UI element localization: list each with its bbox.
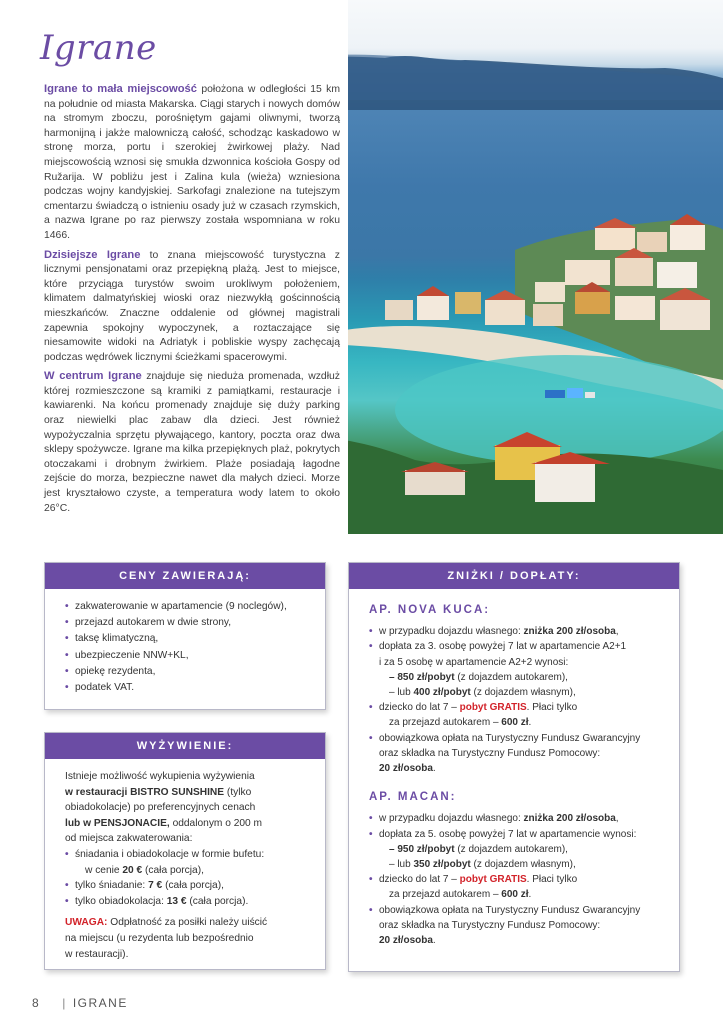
list-item xyxy=(65,894,311,910)
price: 20 zł/osoba xyxy=(379,935,433,947)
text-line xyxy=(379,715,669,730)
page-number: 8 xyxy=(32,996,41,1010)
price: 600 zł xyxy=(501,889,529,901)
meals-line: obiadokolacje) po preferencyjnych cenach xyxy=(65,802,256,814)
price: 350 zł/pobyt xyxy=(413,859,471,871)
prices-include-header: CENY ZAWIERAJĄ: xyxy=(45,563,325,589)
text: dziecko do lat 7 – xyxy=(379,702,460,714)
text: obowiązkowa opłata na Turystyczny Fundusz Gwarancyjny xyxy=(379,732,641,744)
meals-line xyxy=(65,816,311,832)
list-item xyxy=(369,639,669,700)
meals-line: Istnieje możliwość wykupienia wyżywienia xyxy=(65,771,255,782)
prices-include-body xyxy=(45,589,325,706)
list-item xyxy=(369,731,669,777)
intro-paragraph-1 xyxy=(44,82,340,244)
text: dziecko do lat 7 – xyxy=(379,874,460,886)
list-item: • ubezpieczenie NNW+KL, xyxy=(65,648,311,664)
list-item: • opiekę rezydenta, xyxy=(65,664,311,680)
text-line xyxy=(379,761,669,776)
text: śniadania i obiadokolacje w formie bufetu: xyxy=(75,848,265,860)
text-line xyxy=(379,857,669,872)
meals-note xyxy=(65,915,311,931)
text: (cała porcja), xyxy=(142,864,204,876)
free-stay: pobyt GRATIS xyxy=(459,702,527,714)
page-title: Igrane xyxy=(40,28,157,68)
discounts-body xyxy=(349,589,679,956)
bold-text: w restauracji BISTRO SUNSHINE xyxy=(65,786,225,798)
intro-text xyxy=(44,82,340,520)
lead-highlight: W centrum Igrane xyxy=(44,370,142,383)
list-item xyxy=(369,700,669,730)
meals-note-line: w restauracji). xyxy=(65,948,129,960)
text: – lub xyxy=(389,687,414,699)
discount-value: zniżka 200 zł/osoba xyxy=(523,813,616,825)
text: za przejazd autokarem – xyxy=(389,717,502,729)
text: (z dojazdem własnym), xyxy=(470,687,576,699)
text-line xyxy=(379,685,669,700)
text: , xyxy=(615,813,619,825)
text: tylko obiadokolacja: xyxy=(75,895,167,907)
text: w przypadku dojazdu własnego: xyxy=(379,626,524,638)
list-item xyxy=(369,827,669,873)
text: . xyxy=(432,935,436,947)
paragraph-text: znajduje się nieduża promenada, wzdłuż której rozmieszczone są kramiki z pamiątkami, restauracje i kawiarenki. Na końcu promenady znajduje się duży parking oraz niewielki plac zabaw dla dzieci. Jest również wypożyczalnia sprzętu pływającego, kantory, poczta oraz dwa sklepy spożywcze. Igrane ma kilka przepięknych plaż, pokrytych otoczakami i drobnym żwirkiem. Plaże posiadają łagodne zejście do morza, bezpieczne nawet dla małych dzieci. Morze jest kryształowo czyste, a temperatura wody latem to około 26°C. xyxy=(44,371,340,514)
text: za przejazd autokarem – xyxy=(389,889,502,901)
discounts-header: ZNIŻKI / DOPŁATY: xyxy=(349,563,679,589)
text: obowiązkowa opłata na Turystyczny Fundusz Gwarancyjny xyxy=(379,904,641,916)
text: dopłata za 5. osobę powyżej 7 lat w apartamencie wynosi: xyxy=(379,828,637,840)
page-footer xyxy=(32,996,128,1010)
list-item: • taksę klimatyczną, xyxy=(65,631,311,647)
text: (z dojazdem autokarem), xyxy=(454,843,568,855)
list-item: • podatek VAT. xyxy=(65,680,311,696)
list-item xyxy=(369,811,669,826)
text: dopłata za 3. osobę powyżej 7 lat w apartamencie A2+1 xyxy=(379,641,627,653)
apartment-name: AP. MACAN: xyxy=(369,791,457,804)
text: . Płaci tylko xyxy=(526,702,578,714)
intro-paragraph-3 xyxy=(44,369,340,516)
free-stay: pobyt GRATIS xyxy=(459,874,527,886)
text: tylko śniadanie: xyxy=(75,880,149,892)
list-item: • przejazd autokarem w dwie strony, xyxy=(65,615,311,631)
text-line xyxy=(379,887,669,902)
text: w przypadku dojazdu własnego: xyxy=(379,813,524,825)
meals-body xyxy=(45,759,325,972)
meals-header: WYŻYWIENIE: xyxy=(45,733,325,759)
list-item: • zakwaterowanie w apartamencie (9 noclegów), xyxy=(65,599,311,615)
text: . Płaci tylko xyxy=(526,874,578,886)
list-item xyxy=(65,878,311,894)
price: 13 € xyxy=(166,895,187,907)
intro-paragraph-2 xyxy=(44,248,340,366)
prices-include-box xyxy=(44,562,326,710)
text: – lub xyxy=(389,859,414,871)
list-item xyxy=(369,624,669,639)
prices-include-list xyxy=(65,599,311,696)
lead-highlight: Dzisiejsze Igrane xyxy=(44,248,141,261)
text: oddalonym o 200 m xyxy=(169,817,263,829)
macan-list xyxy=(369,811,669,948)
note-label: UWAGA: xyxy=(65,917,108,929)
text-line: oraz składka na Turystyczny Fundusz Pomocowy: xyxy=(379,919,601,931)
footer-section: IGRANE xyxy=(72,996,128,1010)
list-item xyxy=(369,872,669,902)
text: w cenie xyxy=(85,864,123,876)
text: . xyxy=(432,763,436,775)
price: – 950 zł/pobyt xyxy=(389,843,455,855)
text: (z dojazdem autokarem), xyxy=(454,671,568,683)
apartment-name: AP. NOVA KUCA: xyxy=(369,604,491,616)
meals-options-list xyxy=(65,847,311,909)
text: (cała porcja). xyxy=(186,895,249,907)
text: (tylko xyxy=(224,786,252,798)
text-line xyxy=(379,842,669,857)
lead-highlight: Igrane to mała miejscowość xyxy=(44,83,197,95)
text-line: oraz składka na Turystyczny Fundusz Pomocowy: xyxy=(379,747,601,759)
text: . xyxy=(528,889,532,901)
discounts-box xyxy=(348,562,680,972)
list-item xyxy=(369,903,669,949)
text: (z dojazdem własnym), xyxy=(470,859,576,871)
text-line: i za 5 osobę w apartamencie A2+2 wynosi: xyxy=(379,656,569,668)
price: – 850 zł/pobyt xyxy=(389,671,455,683)
meals-line xyxy=(65,785,311,801)
meals-line: od miejsca zakwaterowania: xyxy=(65,833,193,845)
paragraph-text: położona w odległości 15 km na południe od miasta Makarska. Ciągi starych i nowych domów na stromym zboczu, porośniętym gajami oliwnymi, tworzą harmonijną i jakże malowniczą całość, schodząc kaskadowo w stronę morza, portu i szerokiej żwirkowej plaży. Nad miejscowością wznosi się smukła dzwonnica kościoła Gospy od Ružarija. W pobliżu jest i Zalina kula (wieża) wzniesiona podczas wojny kandyjskiej. Sarkofagi znalezione na tutejszym cmentarzu świadczą o istnieniu osady już w czasach rzymskich, a nazwa Igrane po raz pierwszy została wspomniana w roku 1466. xyxy=(44,84,341,241)
paragraph-text: to znana miejscowość turystyczna z licznymi pensjonatami oraz przepiękną plażą. Jest to miejsce, które przyciąga turystów swoim urokliwym położeniem, klimatem dalmatyńskiej wioski oraz niezwykłą gościnnością mieszkańców. Znaczne oddalenie od głównej magistrali zapewnia spokojny wypoczynek, a roztaczające się niesamowite widoki na Adriatyk i pobliskie wyspy zachęcają podczas wędrówek licznymi ścieżkami spacerowymi. xyxy=(44,249,340,363)
list-item xyxy=(65,847,311,878)
footer-separator: | xyxy=(62,996,67,1010)
text-line xyxy=(379,933,669,948)
bold-text: lub w PENSJONACIE, xyxy=(65,817,170,829)
price: 20 € xyxy=(122,864,143,876)
price: 600 zł xyxy=(501,717,529,729)
text: , xyxy=(615,626,619,638)
price: 7 € xyxy=(148,880,163,892)
discount-value: zniżka 200 zł/osoba xyxy=(523,626,616,638)
meals-note-line: na miejscu (u rezydenta lub bezpośrednio xyxy=(65,932,254,944)
price: 400 zł/pobyt xyxy=(413,687,471,699)
text-line xyxy=(379,670,669,685)
meals-box xyxy=(44,732,326,970)
price-line xyxy=(75,863,311,879)
text: . xyxy=(528,717,532,729)
price: 20 zł/osoba xyxy=(379,763,433,775)
nova-kuca-list xyxy=(369,624,669,776)
text: (cała porcja), xyxy=(162,880,224,892)
text: Odpłatność za posiłki należy uiścić xyxy=(107,917,268,929)
